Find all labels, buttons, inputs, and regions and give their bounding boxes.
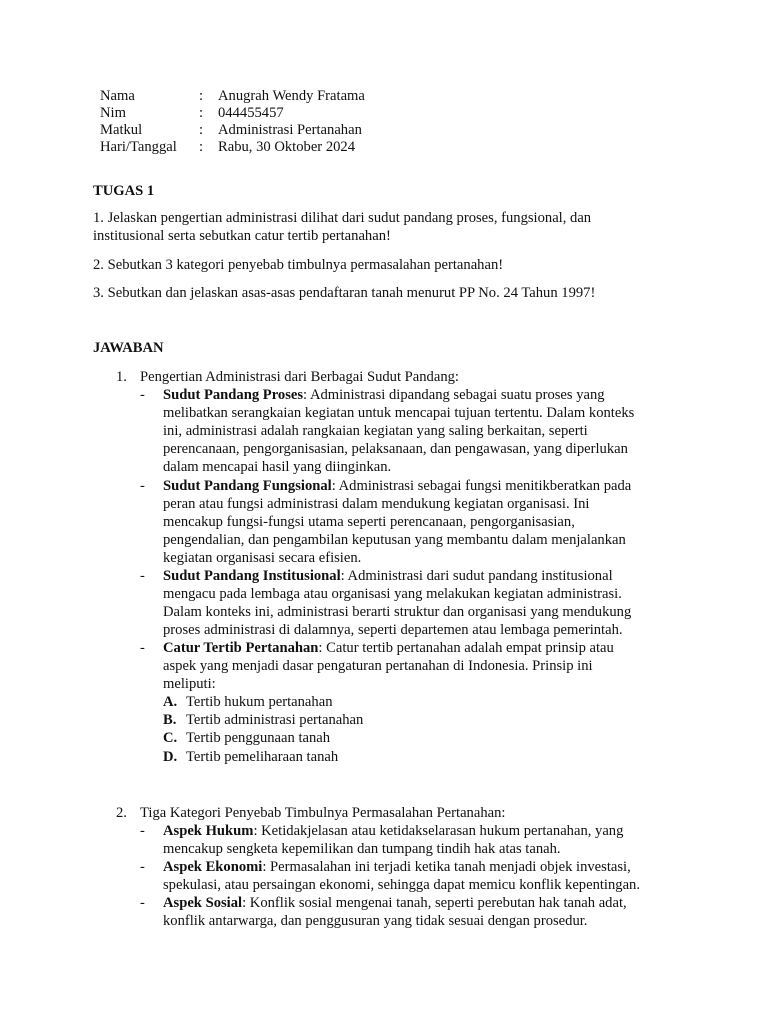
tugas-heading: TUGAS 1 — [93, 183, 155, 199]
bullet-catur-first-line — [163, 639, 614, 657]
bullet-line: peran atau fungsi administrasi dalam mendukung kegiatan organisasi. Ini — [163, 496, 590, 512]
bullet-line: perencanaan, pengorganisasian, pelaksanaan, dan pengawasan, yang diperlukan — [163, 441, 628, 457]
bullet-dash: - — [140, 387, 145, 403]
bullet-line: melibatkan serangkaian kegiatan untuk mencapai tujuan tertentu. Dalam konteks — [163, 405, 635, 421]
answer-1-title: Pengertian Administrasi dari Berbagai Sudut Pandang: — [140, 369, 459, 385]
bullet-line: spekulasi, atau persaingan ekonomi, sehingga dapat memicu konflik kepentingan. — [163, 877, 641, 893]
answer-2-title: Tiga Kategori Penyebab Timbulnya Permasalahan Pertanahan: — [140, 805, 506, 821]
bullet-term: Sudut Pandang Institusional — [163, 568, 341, 584]
bullet-ekonomi-first-line — [163, 858, 631, 876]
question-1-line-1: 1. Jelaskan pengertian administrasi dilihat dari sudut pandang proses, fungsional, dan — [93, 210, 592, 226]
value-hari-tanggal: Rabu, 30 Oktober 2024 — [218, 139, 356, 155]
bullet-line: dalam mencapai hasil yang diinginkan. — [163, 459, 392, 475]
bullet-institusional-first-line — [163, 567, 613, 585]
colon-hari-tanggal: : — [199, 139, 204, 155]
bullet-line: proses administrasi di dalamnya, seperti departemen atau lembaga pemerintah. — [163, 622, 623, 638]
sub-item-letter: D. — [163, 749, 178, 765]
bullet-sosial-first-line — [163, 894, 627, 912]
bullet-text: : Permasalahan ini terjadi ketika tanah menjadi objek investasi, — [262, 859, 631, 875]
value-nim: 044455457 — [218, 105, 284, 121]
bullet-term: Catur Tertib Pertanahan — [163, 640, 319, 656]
colon-nama: : — [199, 88, 204, 104]
bullet-line: ini, administrasi adalah rangkaian kegiatan yang saling berkaitan, seperti — [163, 423, 588, 439]
bullet-dash: - — [140, 640, 145, 656]
label-matkul: Matkul — [100, 122, 143, 138]
bullet-dash: - — [140, 478, 145, 494]
colon-nim: : — [199, 105, 204, 121]
bullet-term: Aspek Ekonomi — [163, 859, 263, 875]
bullet-dash: - — [140, 823, 145, 839]
bullet-dash: - — [140, 895, 145, 911]
bullet-term: Sudut Pandang Fungsional — [163, 478, 332, 494]
bullet-text: : Catur tertib pertanahan adalah empat prinsip atau — [318, 640, 614, 656]
label-nama: Nama — [100, 88, 135, 104]
bullet-text: : Konflik sosial mengenai tanah, seperti perebutan hak tanah adat, — [242, 895, 627, 911]
bullet-text: : Administrasi sebagai fungsi menitikberatkan pada — [331, 478, 632, 494]
bullet-text: : Administrasi dari sudut pandang institusional — [340, 568, 613, 584]
sub-item-letter: A. — [163, 694, 178, 710]
bullet-line: kegiatan organisasi secara efisien. — [163, 550, 362, 566]
bullet-line: konflik antarwarga, dan penggusuran yang tidak sesuai dengan prosedur. — [163, 913, 588, 929]
bullet-term: Aspek Sosial — [163, 895, 243, 911]
bullet-term: Aspek Hukum — [163, 823, 254, 839]
bullet-text: : Ketidakjelasan atau ketidakselarasan hukum pertanahan, yang — [253, 823, 624, 839]
bullet-fungsional-first-line — [163, 477, 631, 495]
bullet-line: mengacu pada lembaga atau organisasi yang melakukan kegiatan administrasi. — [163, 586, 622, 602]
bullet-dash: - — [140, 568, 145, 584]
question-1-line-2: institusional serta sebutkan catur tertib pertanahan! — [93, 228, 391, 244]
jawaban-heading: JAWABAN — [93, 340, 164, 356]
label-hari-tanggal: Hari/Tanggal — [100, 139, 177, 155]
bullet-text: : Administrasi dipandang sebagai suatu proses yang — [303, 387, 605, 403]
bullet-hukum-first-line — [163, 822, 623, 840]
value-matkul: Administrasi Pertanahan — [218, 122, 362, 138]
bullet-line: mencakup fungsi-fungsi utama seperti perencanaan, pengorganisasian, — [163, 514, 575, 530]
bullet-proses-first-line — [163, 386, 605, 404]
sub-item-text: Tertib penggunaan tanah — [186, 730, 331, 746]
sub-item-text: Tertib pemeliharaan tanah — [186, 749, 339, 765]
sub-item-letter: C. — [163, 730, 178, 746]
sub-item-text: Tertib hukum pertanahan — [186, 694, 333, 710]
sub-item-letter: B. — [163, 712, 177, 728]
question-3: 3. Sebutkan dan jelaskan asas-asas pendaftaran tanah menurut PP No. 24 Tahun 1997! — [93, 285, 596, 301]
value-nama: Anugrah Wendy Fratama — [218, 88, 365, 104]
answer-2-number: 2. — [116, 805, 127, 821]
sub-item-text: Tertib administrasi pertanahan — [186, 712, 364, 728]
bullet-line: pengendalian, dan pengambilan keputusan yang membantu dalam menjalankan — [163, 532, 626, 548]
answer-1-number: 1. — [116, 369, 127, 385]
bullet-line: Dalam konteks ini, administrasi berarti struktur dan organisasi yang mendukung — [163, 604, 632, 620]
bullet-line: meliputi: — [163, 676, 216, 692]
question-2: 2. Sebutkan 3 kategori penyebab timbulnya permasalahan pertanahan! — [93, 257, 504, 273]
bullet-dash: - — [140, 859, 145, 875]
bullet-term: Sudut Pandang Proses — [163, 387, 304, 403]
bullet-line: mencakup sengketa kepemilikan dan tumpang tindih hak atas tanah. — [163, 841, 561, 857]
label-nim: Nim — [100, 105, 126, 121]
bullet-line: aspek yang menjadi dasar pengaturan pertanahan di Indonesia. Prinsip ini — [163, 658, 593, 674]
colon-matkul: : — [199, 122, 204, 138]
